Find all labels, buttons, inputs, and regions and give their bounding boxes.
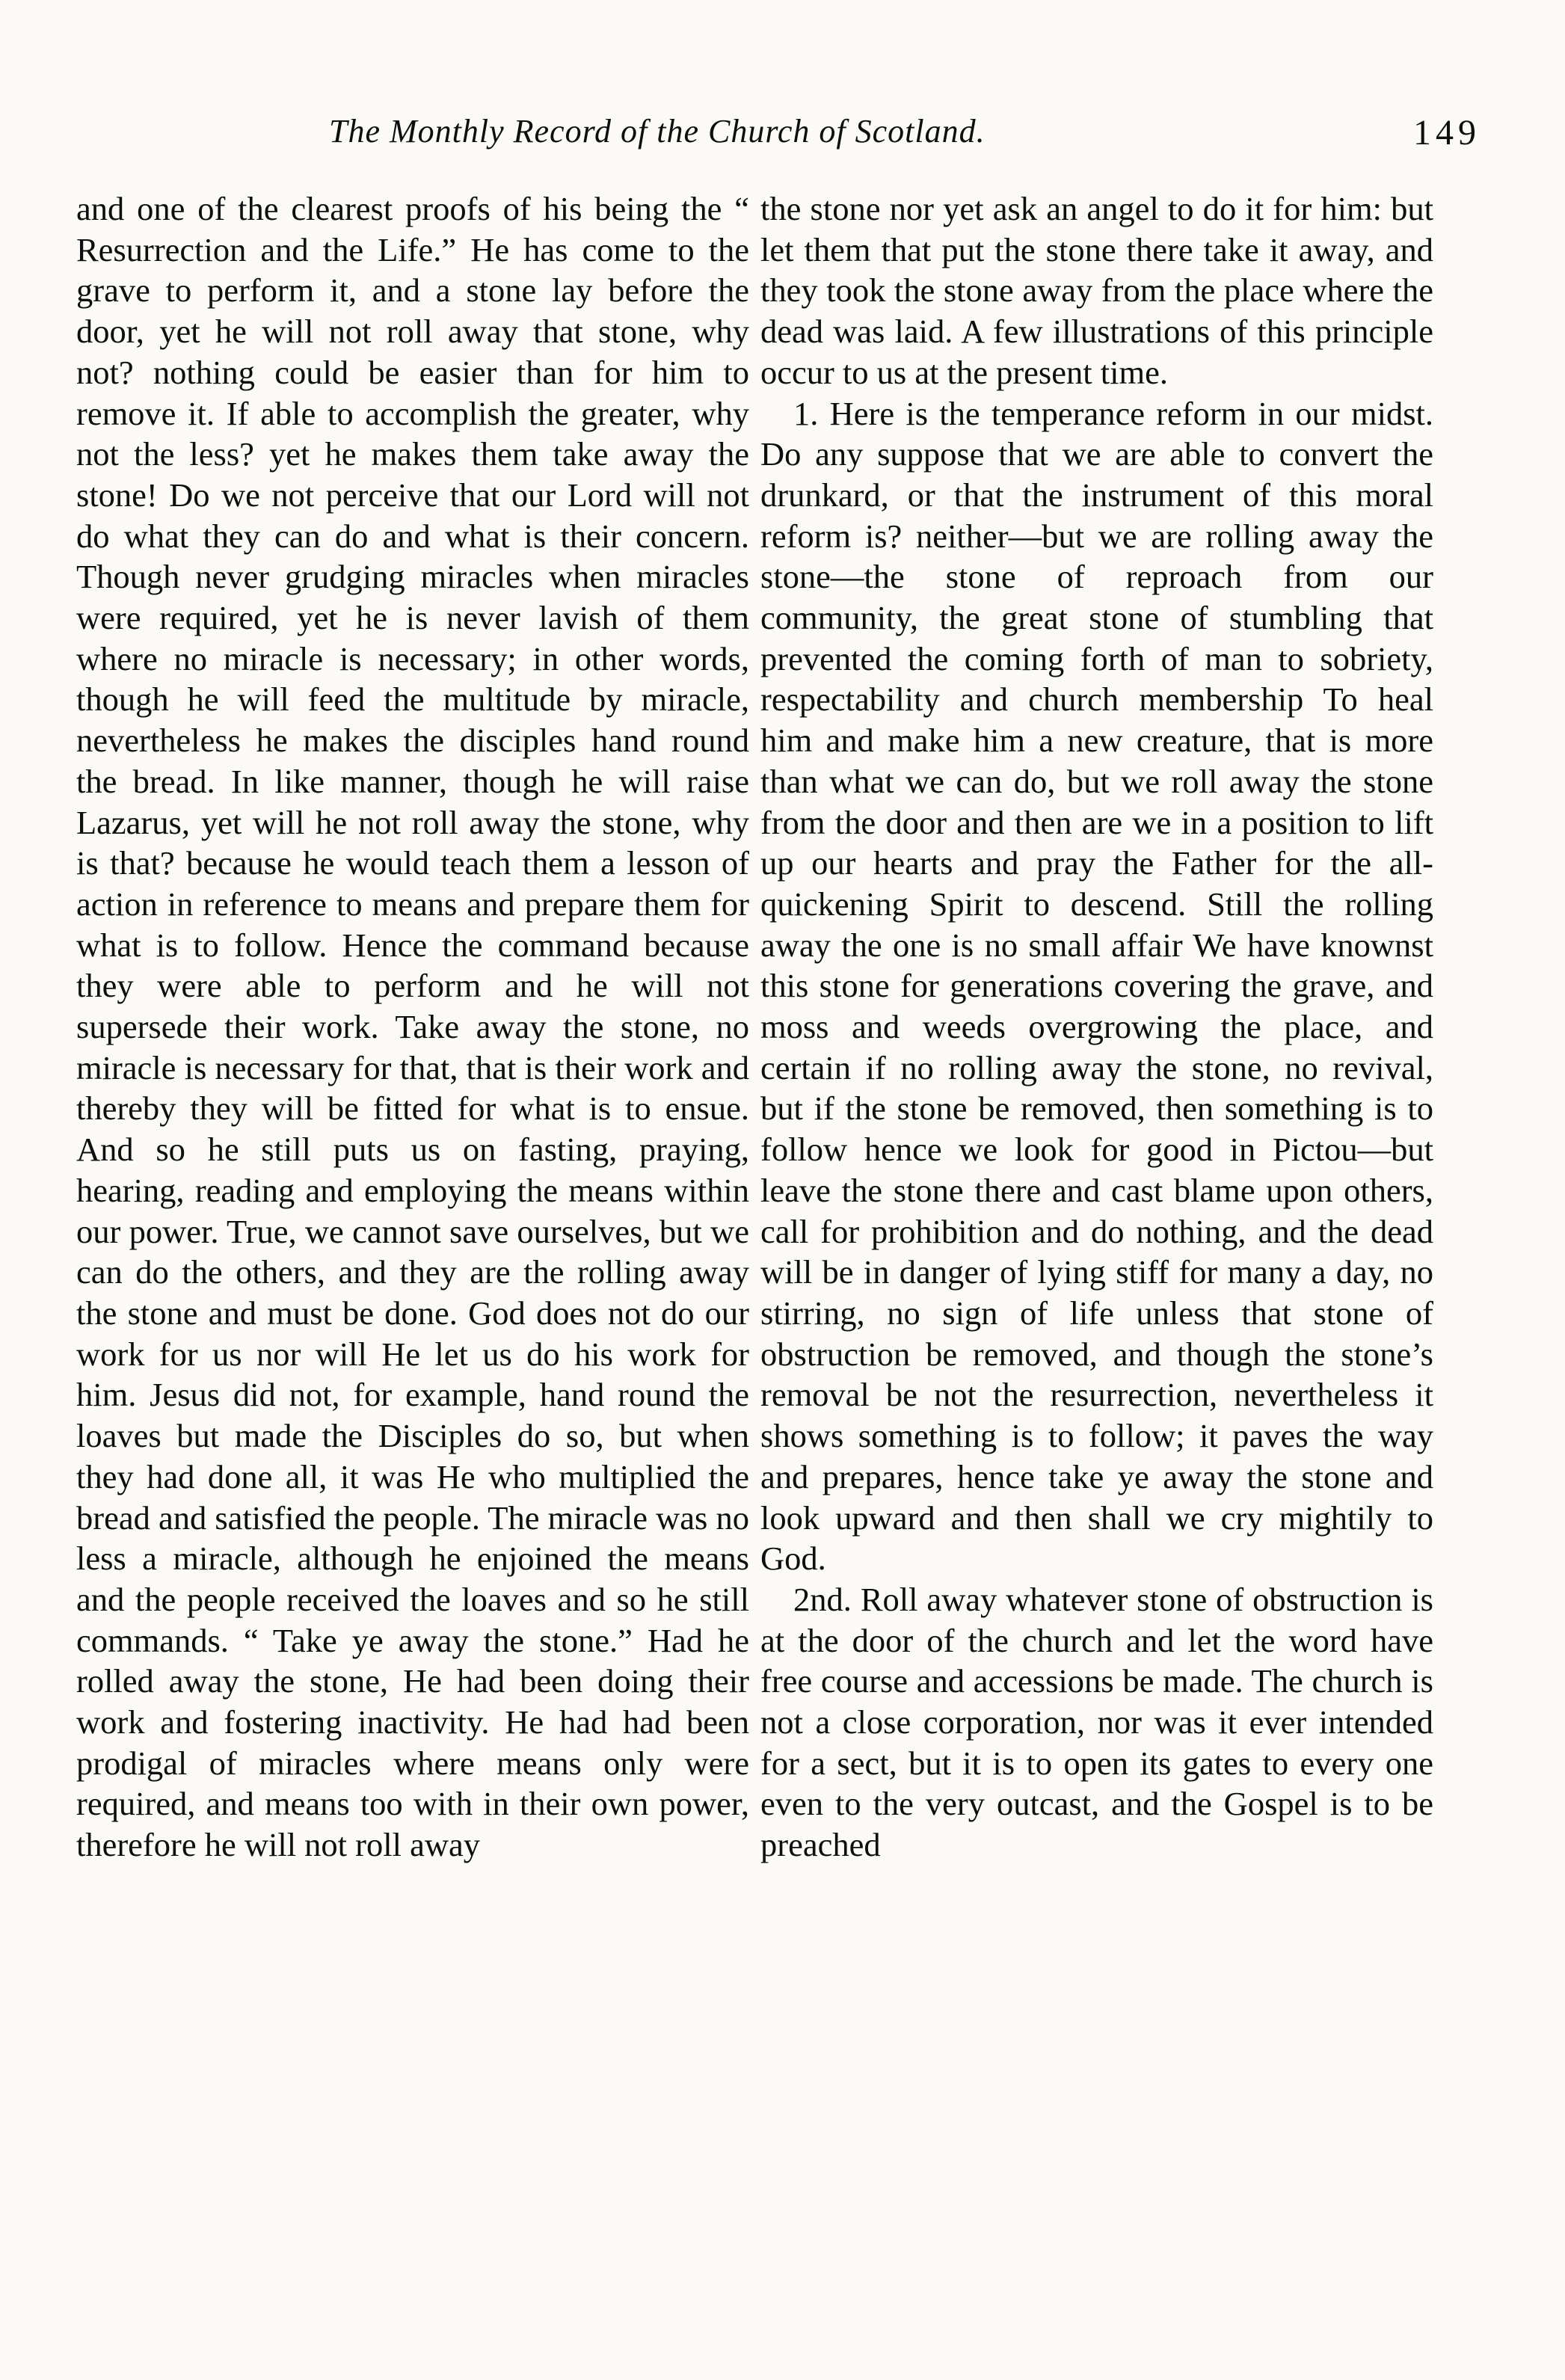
right-paragraph-1: the stone nor yet ask an angel to do it for him: but let them that put the stone there take it away, and they took the stone away from the place where the dead was laid. A few illustrations of this principle occur to us at the present time. xyxy=(760,190,1433,391)
right-paragraph-2: 1. Here is the temperance reform in our midst. Do any suppose that we are able to convert the drunkard, or that the instrument of this moral reform is? neither—but we are rolling away the stone—the stone of reproach from our community, the great stone of stumbling that prevented the coming forth of man to sobriety, respectability and church membership To heal him and make him a new creature, that is more than what we can do, but we roll away the stone from the door and then are we in a position to lift up our hearts and pray the Father for the all-quickening Spirit to descend. Still the rolling away the one is no small affair We have knownst this stone for generations covering the grave, and moss and weeds overgrowing the place, and certain if no rolling away the stone, no revival, but if the stone be removed, then something is to follow hence we look for good in Pictou—but leave the stone there and cast blame upon others, call for prohibition and do nothing, and the dead will be in danger of lying stiff for many a day, no stirring, no sign of life unless that stone of obstruction be removed, and though the stone’s removal be not the resurrection, nevertheless it shows something is to follow; it paves the way and prepares, hence take ye away the stone and look upward and then shall we cry mightily to God. xyxy=(760,394,1433,1578)
running-title: The Monthly Record of the Church of Scotland. xyxy=(329,113,986,150)
right-column xyxy=(760,188,1433,1866)
page-number: 149 xyxy=(1413,113,1481,153)
right-paragraph-3: 2nd. Roll away whatever stone of obstruction is at the door of the church and let the word have free course and accessions be made. The church is not a close corporation, nor was it ever intended for a sect, but it is to open its gates to every one even to the very outcast, and the Gospel is to be preached xyxy=(760,1580,1433,1864)
left-paragraph-1: and one of the clearest proofs of his being the “ Resurrection and the Life.” He has come to the grave to perform it, and a stone lay before the door, yet he will not roll away that stone, why not? nothing could be easier than for him to remove it. If able to accomplish the greater, why not the less? yet he makes them take away the stone! Do we not perceive that our Lord will not do what they can do and what is their concern. Though never grudging miracles when miracles were required, yet he is never lavish of them where no miracle is necessary; in other words, though he will feed the multitude by miracle, nevertheless he makes the disciples hand round the bread. In like manner, though he will raise Lazarus, yet will he not roll away the stone, why is that? because he would teach them a lesson of action in reference to means and prepare them for what is to follow. Hence the command because they were able to perform and he will not supersede their work. Take away the stone, no miracle is necessary for that, that is their work and thereby they will be fitted for what is to ensue. And so he still puts us on fasting, praying, hearing, reading and employing the means within our power. True, we cannot save ourselves, but we can do the others, and they are the rolling away the stone and must be done. God does not do our work for us nor will He let us do his work for him. Jesus did not, for example, hand round the loaves but made the Disciples do so, but when they had done all, it was He who multiplied the bread and satisfied the people. The miracle was no less a miracle, although he enjoined the means and the people received the loaves and so he still commands. “ Take ye away the stone.” Had he rolled away the stone, He had been doing their work and fostering inactivity. He had had been prodigal of miracles where means only were required, and means too with in their own power, therefore he will not roll away xyxy=(76,190,749,1864)
running-header xyxy=(75,112,1481,157)
left-column xyxy=(76,188,749,1866)
